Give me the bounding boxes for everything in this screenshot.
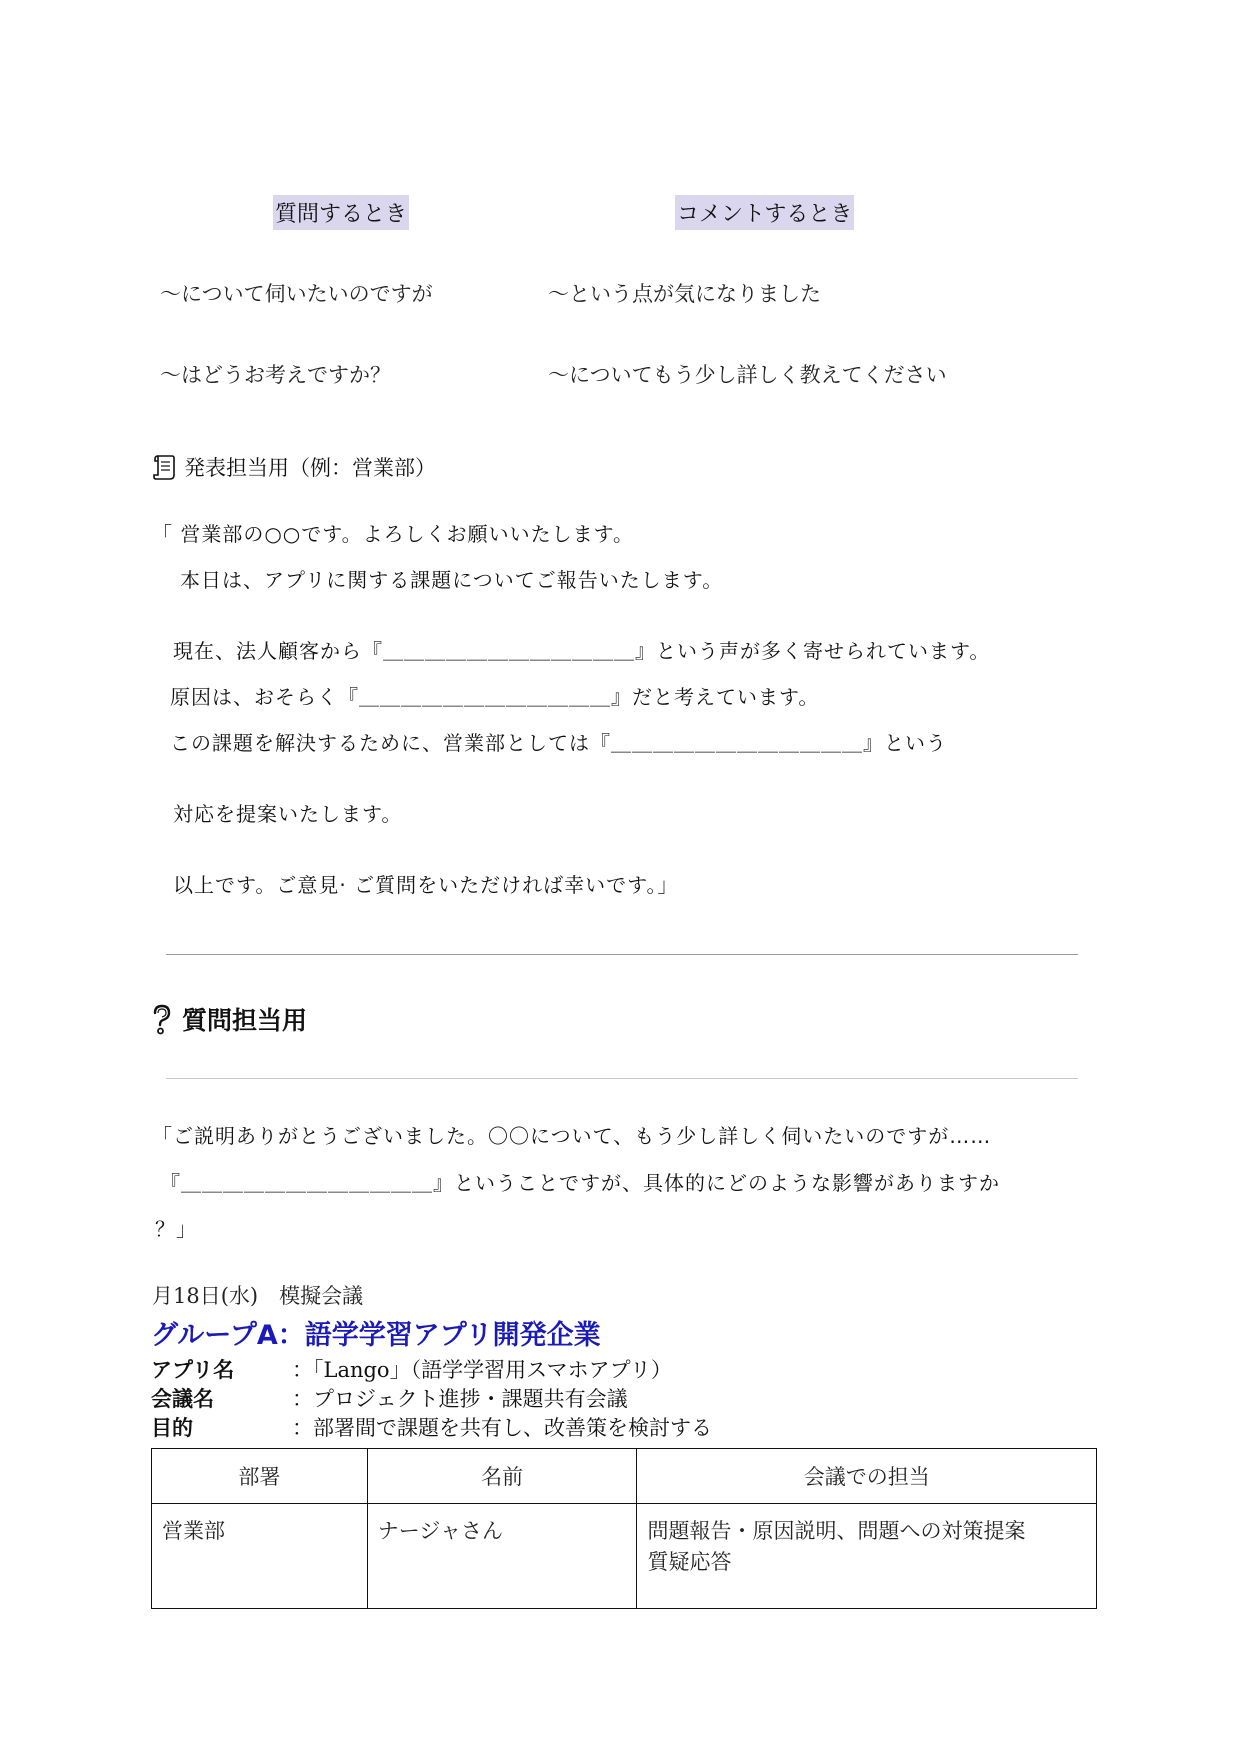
presenter-section-heading [152,452,436,482]
table-header-name: 名前 [367,1449,637,1504]
questioner-section-heading [150,1001,307,1037]
comment-phrase: ～についてもう少し詳しく教えてください [548,363,947,387]
question-phrases-header: 質問するとき [273,195,409,230]
info-key-purpose: 目的 [151,1416,193,1440]
roles-table [151,1448,1097,1609]
section-divider [166,954,1078,955]
presenter-section-title: 発表担当用（例：営業部） [184,456,436,480]
info-value-purpose: ：部署間で課題を共有し、改善策を検討する [292,1416,712,1440]
presenter-script-line: 以上です。ご意見· ご質問をいただければ幸いです。」 [173,873,679,897]
info-value-meeting-name: ：プロジェクト進捗・課題共有会議 [292,1387,628,1411]
scroll-icon [152,453,176,481]
meeting-date-line: 月18日(水) 模擬会議 [152,1284,364,1308]
info-key-meeting-name: 会議名 [151,1387,214,1411]
question-phrase: ～はどうお考えですか？ [160,363,391,387]
question-phrase: ～について伺いたいのですが [160,282,433,306]
presenter-script-line: 本日は、アプリに関する課題についてご報告いたします。 [180,568,724,592]
presenter-script-line: 原因は、おそらく『＿＿＿＿＿＿＿＿＿＿＿＿』だと考えています。 [170,685,820,709]
questioner-script-line: ？」 [155,1217,197,1241]
info-key-app-name: アプリ名 [151,1358,235,1382]
role-line: 問題報告・原因説明、問題への対策提案 [647,1519,1026,1543]
table-row [152,1504,1097,1609]
table-cell-dept: 営業部 [152,1504,368,1609]
comment-phrases-header: コメントするとき [675,195,854,230]
section-divider [166,1078,1078,1079]
table-header-dept: 部署 [152,1449,368,1504]
group-title: グループA：語学学習アプリ開発企業 [151,1320,601,1351]
presenter-script-line: 「 営業部の○○です。よろしくお願いいたします。 [152,522,635,546]
presenter-script-line: 現在、法人顧客から『＿＿＿＿＿＿＿＿＿＿＿＿』という声が多く寄せられています。 [173,639,991,663]
question-mark-icon [150,1003,174,1035]
table-cell-name: ナージャさん [367,1504,637,1609]
info-value-app-name: ：「Lango」（語学学習用スマホアプリ） [292,1358,672,1382]
questioner-script-line: 『＿＿＿＿＿＿＿＿＿＿＿＿』ということですが、具体的にどのような影響がありますか [160,1171,1000,1195]
table-header-role: 会議での担当 [637,1449,1097,1504]
table-header-row [152,1449,1097,1504]
role-line: 質疑応答 [647,1550,732,1574]
questioner-section-title: 質問担当用 [182,1006,308,1035]
questioner-script-line: 「ご説明ありがとうございました。〇〇について、もう少し詳しく伺いたいのですが…… [152,1124,992,1148]
presenter-script-line: 対応を提案いたします。 [173,802,403,826]
table-cell-role [637,1504,1097,1609]
comment-phrase: ～という点が気になりました [548,282,821,306]
presenter-script-line: この課題を解決するために、営業部としては『＿＿＿＿＿＿＿＿＿＿＿＿』という [170,731,947,755]
